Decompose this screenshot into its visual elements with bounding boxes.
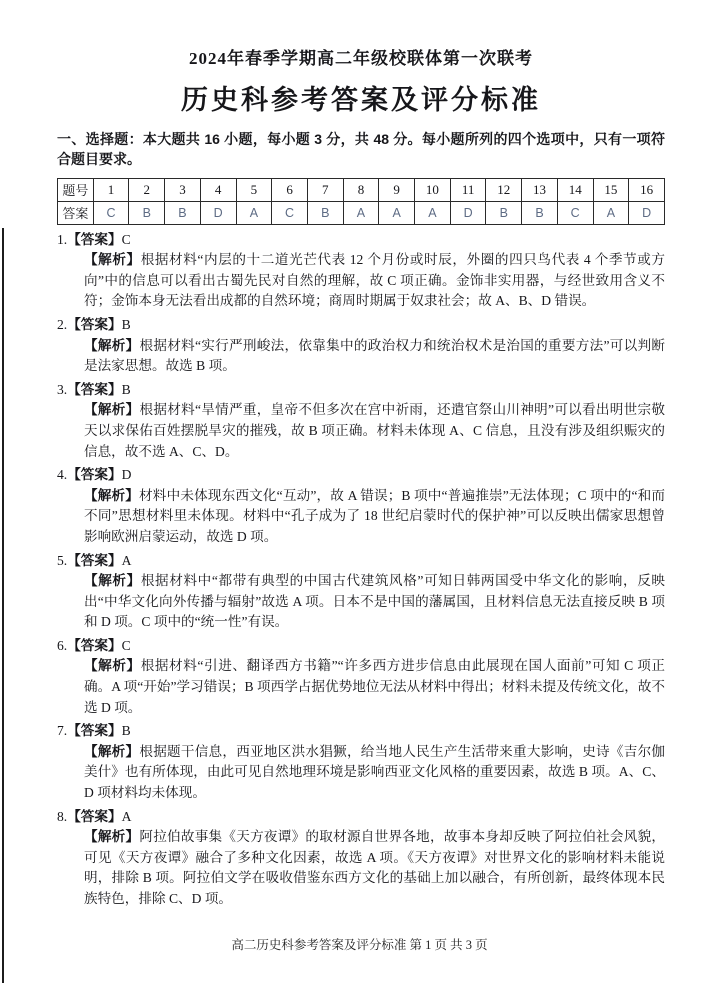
question-number-cell: 3 bbox=[165, 178, 201, 201]
question-number: 7. bbox=[57, 723, 68, 739]
question-number-row bbox=[58, 178, 665, 201]
analysis-label: 【解析】 bbox=[84, 487, 140, 503]
question-number-cell: 11 bbox=[450, 178, 486, 201]
analysis-label: 【解析】 bbox=[84, 743, 140, 759]
exam-session-header: 2024年春季学期高二年级校联体第一次联考 bbox=[189, 49, 533, 68]
analysis-label: 【解析】 bbox=[84, 658, 141, 674]
question-number-cell: 5 bbox=[236, 178, 272, 201]
question-number-cell: 13 bbox=[522, 178, 558, 201]
answer-line bbox=[57, 230, 665, 250]
answer-letter: B bbox=[121, 723, 131, 739]
analysis-paragraph bbox=[84, 486, 665, 548]
analysis-body: 根据题干信息，西亚地区洪水猖獗，给当地人民生产生活带来重大影响，史诗《吉尔伽美什》也有所体现，由此可见自然地理环境是影响西亚文化风格的重要因素，故选 B 项。A、C、D 项材料均未体现。 bbox=[84, 743, 665, 800]
question-number-cell: 4 bbox=[200, 178, 236, 201]
answer-line bbox=[57, 636, 665, 656]
answer-cell: C bbox=[272, 201, 308, 224]
question-number: 5. bbox=[57, 552, 68, 568]
analysis-paragraph bbox=[84, 250, 665, 312]
answer-letter: C bbox=[121, 231, 131, 247]
question-number: 3. bbox=[57, 381, 68, 397]
answer-cell: B bbox=[165, 201, 201, 224]
analysis-label: 【解析】 bbox=[84, 337, 140, 353]
answer-cell: D bbox=[629, 201, 665, 224]
question-number-cell: 15 bbox=[593, 178, 629, 201]
answer-item bbox=[57, 315, 665, 377]
answer-item bbox=[57, 551, 665, 633]
answer-cell: B bbox=[307, 201, 343, 224]
answer-letter: C bbox=[121, 637, 131, 653]
analysis-label: 【解析】 bbox=[84, 572, 141, 588]
answer-line bbox=[57, 315, 665, 335]
answer-label: 【答案】 bbox=[67, 231, 122, 247]
question-number-cell: 8 bbox=[343, 178, 379, 201]
question-number: 6. bbox=[57, 637, 68, 653]
analysis-paragraph bbox=[84, 742, 665, 804]
question-number: 1. bbox=[57, 231, 68, 247]
question-number-cell: 1 bbox=[93, 178, 129, 201]
answer-line bbox=[57, 807, 665, 827]
question-number-cell: 12 bbox=[486, 178, 522, 201]
answer-label: 【答案】 bbox=[67, 467, 122, 483]
answer-label: 【答案】 bbox=[67, 552, 122, 568]
analysis-label: 【解析】 bbox=[84, 829, 140, 844]
analysis-paragraph bbox=[84, 827, 665, 910]
answer-cell: A bbox=[343, 201, 379, 224]
page-title: 历史科参考答案及评分标准 bbox=[181, 85, 541, 115]
analysis-paragraph bbox=[84, 656, 665, 718]
answer-cell: A bbox=[593, 201, 629, 224]
answer-label: 【答案】 bbox=[67, 808, 122, 824]
answer-explanations bbox=[57, 230, 665, 910]
answer-row bbox=[58, 201, 665, 224]
answer-item bbox=[57, 465, 665, 547]
answer-label: 【答案】 bbox=[67, 637, 122, 653]
answer-letter: A bbox=[121, 552, 132, 568]
answer-label: 【答案】 bbox=[67, 723, 122, 739]
answer-letter: B bbox=[121, 381, 131, 397]
question-number-cell: 14 bbox=[557, 178, 593, 201]
analysis-body: 阿拉伯故事集《天方夜谭》的取材源自世界各地，故事本身却反映了阿拉伯社会风貌，可见《天方夜谭》融合了多种文化因素，故选 A 项。《天方夜谭》对世界文化的影响材料未能说明，排除 B 项。阿拉伯文学在吸收借鉴东西方文化的基础上加以融合，有所创新，最终体现本民族特色，排除 C、D 项。 bbox=[84, 829, 665, 906]
answer-item bbox=[57, 807, 665, 910]
answer-cell: B bbox=[522, 201, 558, 224]
analysis-body: 根据材料“引进、翻译西方书籍”“许多西方进步信息由此展现在国人面前”可知 C 项正确。A 项“开始”学习错误；B 项西学占据优势地位无法从材料中得出；材料未提及传统文化，故不选 D 项。 bbox=[84, 658, 665, 715]
question-number: 2. bbox=[57, 317, 68, 333]
answer-cell: D bbox=[200, 201, 236, 224]
analysis-body: 根据材料“实行严刑峻法，依靠集中的政治权力和统治权术是治国的重要方法”可以判断是法家思想。故选 B 项。 bbox=[84, 337, 665, 374]
question-number: 8. bbox=[57, 808, 68, 824]
analysis-paragraph bbox=[84, 400, 665, 462]
analysis-paragraph bbox=[84, 336, 665, 377]
page-footer: 高二历史科参考答案及评分标准 第 1 页 共 3 页 bbox=[231, 938, 488, 952]
answer-line bbox=[57, 551, 665, 571]
answer-letter: D bbox=[121, 467, 132, 483]
analysis-paragraph bbox=[84, 571, 665, 633]
answer-item bbox=[57, 380, 665, 462]
answer-cell: A bbox=[379, 201, 415, 224]
scan-artifact-line bbox=[2, 228, 4, 983]
question-number-cell: 16 bbox=[629, 178, 665, 201]
answer-line bbox=[57, 721, 665, 741]
answer-label: 【答案】 bbox=[67, 381, 122, 397]
answer-line bbox=[57, 465, 665, 485]
answer-letter: A bbox=[121, 808, 132, 824]
answer-cell: B bbox=[129, 201, 165, 224]
answer-table bbox=[57, 178, 665, 225]
analysis-body: 根据材料“内层的十二道光芒代表 12 个月份或时辰，外圈的四只鸟代表 4 个季节或方向”中的信息可以看出古蜀先民对自然的理解，故 C 项正确。金饰非实用器，与经世致用含义不符；金饰本身无法看出成都的自然环境；商周时期属于奴隶社会；故 A、B、D 错误。 bbox=[84, 252, 666, 309]
question-number-cell: 7 bbox=[307, 178, 343, 201]
row-label-question-number: 题号 bbox=[58, 178, 94, 201]
answer-cell: B bbox=[486, 201, 522, 224]
question-number-cell: 10 bbox=[415, 178, 451, 201]
question-number-cell: 6 bbox=[272, 178, 308, 201]
answer-cell: C bbox=[557, 201, 593, 224]
question-number-cell: 2 bbox=[129, 178, 165, 201]
answer-letter: B bbox=[121, 317, 131, 333]
answer-label: 【答案】 bbox=[67, 317, 122, 333]
row-label-answer: 答案 bbox=[58, 201, 94, 224]
analysis-label: 【解析】 bbox=[84, 252, 141, 268]
answer-cell: D bbox=[450, 201, 486, 224]
analysis-body: 根据材料“旱情严重，皇帝不但多次在宫中祈雨，还遣官祭山川神明”可以看出明世宗敬天以求保佑百姓摆脱旱灾的摧残，故 B 项正确。材料未体现 A、C 信息，且没有涉及组织赈灾的信息，故不选 A、C、D。 bbox=[84, 402, 665, 459]
question-number: 4. bbox=[57, 467, 68, 483]
answer-item bbox=[57, 721, 665, 803]
answer-cell: A bbox=[236, 201, 272, 224]
answer-item bbox=[57, 636, 665, 718]
answer-cell: C bbox=[93, 201, 129, 224]
answer-line bbox=[57, 380, 665, 400]
analysis-body: 材料中未体现东西文化“互动”，故 A 错误；B 项中“普遍推崇”无法体现；C 项中的“和而不同”思想材料里未体现。材料中“孔子成为了 18 世纪启蒙时代的保护神”可以反映出儒家思想曾影响欧洲启蒙运动，故选 D 项。 bbox=[84, 487, 666, 544]
answer-cell: A bbox=[415, 201, 451, 224]
question-number-cell: 9 bbox=[379, 178, 415, 201]
analysis-label: 【解析】 bbox=[84, 402, 140, 418]
analysis-body: 根据材料中“都带有典型的中国古代建筑风格”可知日韩两国受中华文化的影响，反映出“中华文化向外传播与辐射”故选 A 项。日本不是中国的藩属国，且材料信息无法直接反映 B 项和 D 项。C 项中的“统一性”有误。 bbox=[84, 572, 665, 630]
answer-item bbox=[57, 230, 665, 312]
section-instructions: 一、选择题：本大题共 16 小题，每小题 3 分，共 48 分。每小题所列的四个选项中，只有一项符合题目要求。 bbox=[57, 131, 665, 167]
